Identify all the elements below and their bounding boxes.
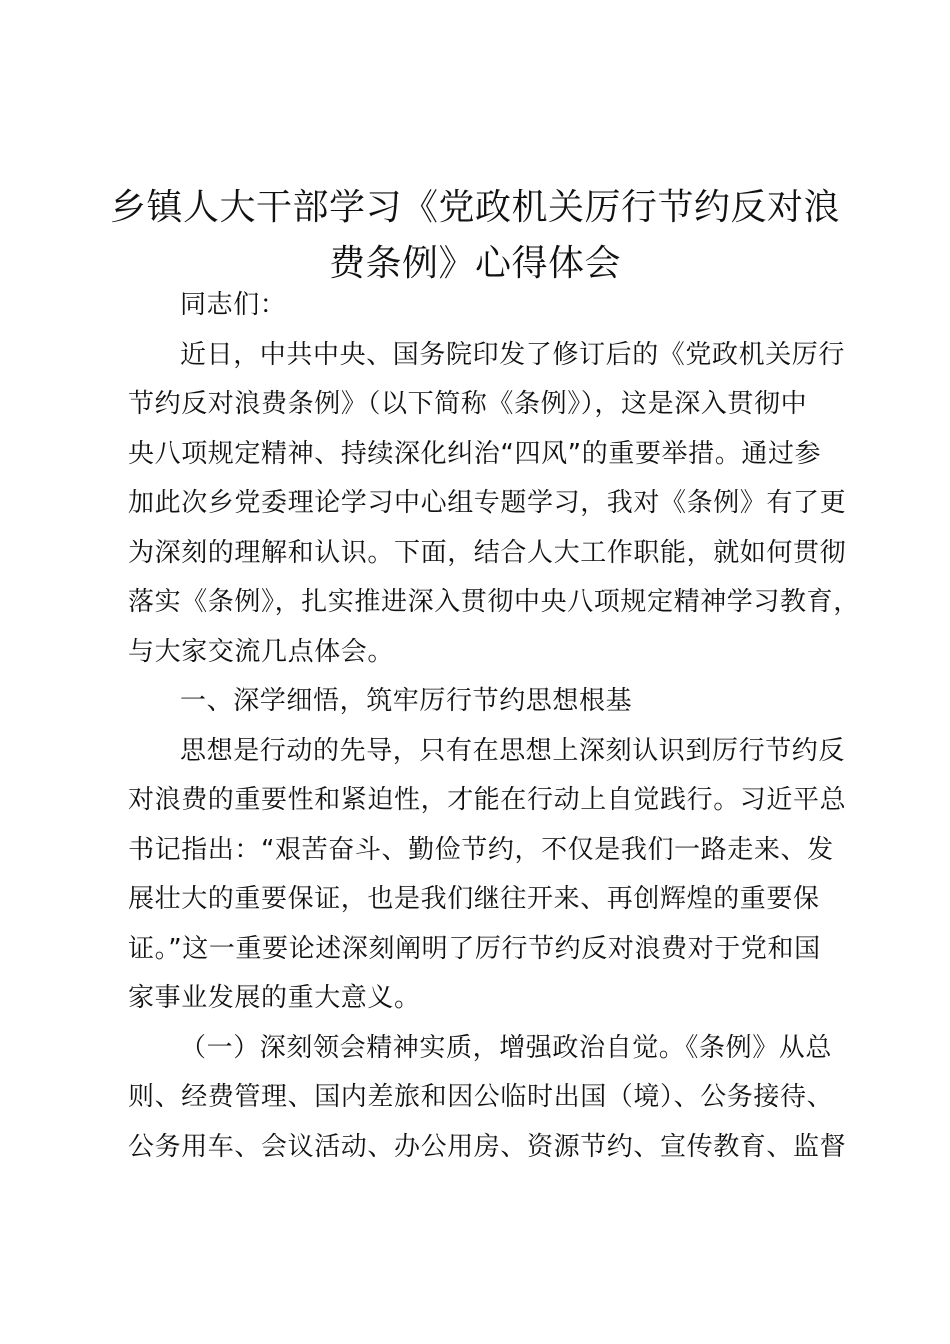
paragraph-line: 展壮大的重要保证，也是我们继往开来、再创辉煌的重要保 bbox=[128, 884, 820, 914]
salutation bbox=[128, 281, 838, 331]
paragraph-line: 公务用车、会议活动、办公用房、资源节约、宣传教育、监督 bbox=[128, 1131, 847, 1162]
paragraph-line: 书记指出：“艰苦奋斗、勤俭节约，不仅是我们一路走来、发 bbox=[128, 834, 834, 865]
paragraph-line: 与大家交流几点体会。 bbox=[128, 636, 395, 667]
paragraph-line: 节约反对浪费条例》（以下简称《条例》），这是深入贯彻中 bbox=[128, 389, 808, 419]
salutation-text: 同志们： bbox=[180, 290, 287, 320]
paragraph-line: 央八项规定精神、持续深化纠治“四风”的重要举措。通过参 bbox=[128, 438, 822, 469]
paragraph-section-1 bbox=[128, 727, 847, 1024]
title-line-2: 费条例》心得体会 bbox=[328, 243, 621, 284]
paragraph-line: 证。”这一重要论述深刻阐明了厉行节约反对浪费对于党和国 bbox=[128, 933, 821, 964]
section-heading-1 bbox=[128, 677, 838, 727]
paragraph-line: 则、经费管理、国内差旅和因公临时出国（境）、公务接待、 bbox=[128, 1082, 834, 1112]
paragraph-line: 近日，中共中央、国务院印发了修订后的《党政机关厉行 bbox=[180, 339, 846, 370]
paragraph-subsection-1 bbox=[128, 1024, 847, 1173]
paragraph-line: 思想是行动的先导，只有在思想上深刻认识到厉行节约反 bbox=[180, 735, 846, 766]
paragraph-line: 对浪费的重要性和紧迫性，才能在行动上自觉践行。习近平总 bbox=[128, 785, 847, 815]
paragraph-line: 为深刻的理解和认识。下面，结合人大工作职能，就如何贯彻 bbox=[128, 537, 847, 568]
document-title bbox=[100, 180, 850, 292]
section-heading-text: 一、深学细悟，筑牢厉行节约思想根基 bbox=[180, 686, 633, 716]
paragraph-intro bbox=[128, 331, 860, 678]
paragraph-line: （一）深刻领会精神实质，增强政治自觉。《条例》从总 bbox=[180, 1032, 833, 1063]
paragraph-line: 加此次乡党委理论学习中心组专题学习，我对《条例》有了更 bbox=[128, 488, 847, 518]
paragraph-line: 落实《条例》，扎实推进深入贯彻中央八项规定精神学习教育， bbox=[128, 587, 860, 617]
title-line-1: 乡镇人大干部学习《党政机关厉行节约反对浪 bbox=[109, 187, 840, 228]
document-body bbox=[128, 281, 860, 1172]
paragraph-line: 家事业发展的重大意义。 bbox=[128, 983, 421, 1013]
